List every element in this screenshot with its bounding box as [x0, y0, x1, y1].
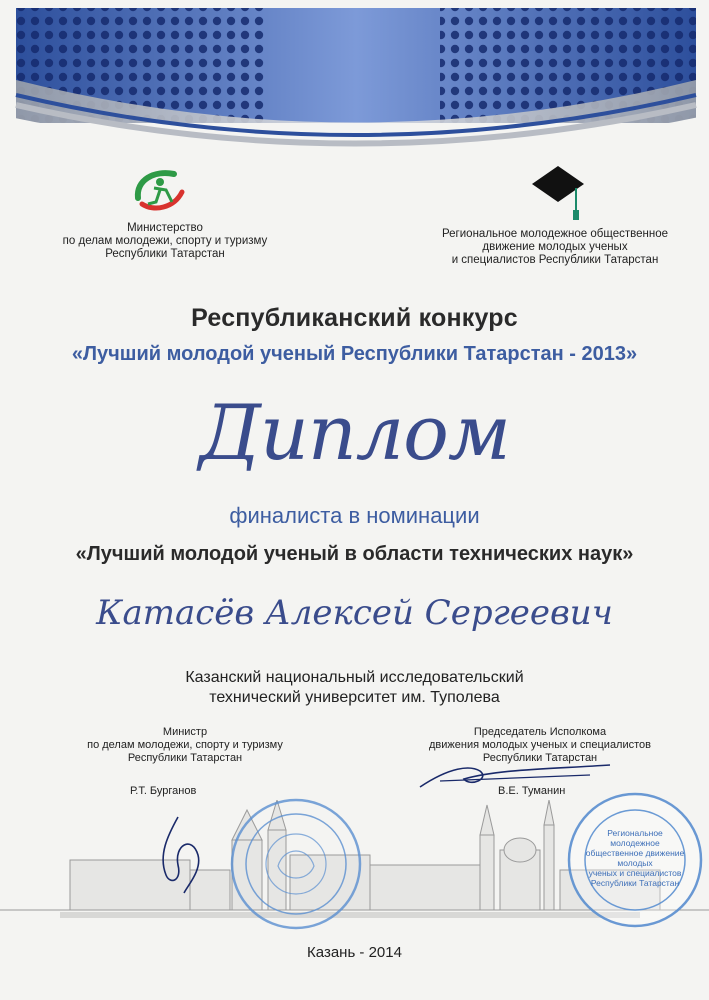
- stamp-line: Республики Татарстан: [590, 878, 680, 888]
- stamp-line: ученых и специалистов: [588, 868, 682, 878]
- left-signer-name: Р.Т. Бурганов: [130, 785, 197, 797]
- stamp-line: Региональное: [607, 828, 663, 838]
- movement-name-line: движение молодых ученых: [482, 241, 628, 253]
- movement-name-line: и специалистов Республики Татарстан: [451, 254, 659, 266]
- signatory-title-line: Председатель Исполкома: [473, 726, 607, 738]
- movement-name-line: Региональное молодежное общественное: [442, 228, 668, 240]
- signatory-title-line: движения молодых ученых и специалистов: [428, 739, 651, 751]
- awardee-name: Катасёв Алексей Сергеевич: [96, 593, 613, 633]
- university-line: Казанский национальный исследовательский: [185, 669, 524, 686]
- ministry-seal-stamp: [228, 796, 364, 932]
- stamp-line: молодых: [617, 858, 653, 868]
- movement-name: [410, 228, 700, 267]
- contest-title: Республиканский конкурс: [191, 304, 518, 332]
- signatory-title-line: по делам молодежи, спорту и туризму: [87, 739, 283, 751]
- signatory-title-line: Министр: [162, 726, 208, 738]
- signatory-title-line: Республики Татарстан: [482, 752, 598, 764]
- graduation-cap-logo: [528, 160, 588, 226]
- left-signatory-title: [60, 726, 310, 765]
- ministry-name-line: по делам молодежи, спорту и туризму: [62, 235, 268, 247]
- ministry-name: [60, 222, 270, 261]
- signatory-title-line: Республики Татарстан: [127, 752, 243, 764]
- stamp-line: общественное движение: [585, 848, 685, 858]
- ministry-name-line: Республики Татарстан: [105, 248, 225, 260]
- university-line: технический университет им. Туполева: [209, 689, 500, 706]
- finalist-line: финалиста в номинации: [229, 503, 480, 528]
- stamp-line: молодежное: [610, 838, 660, 848]
- city-date: Казань - 2014: [307, 944, 402, 961]
- ministry-name-line: Министерство: [127, 222, 203, 234]
- diploma-heading: Диплом: [199, 388, 510, 477]
- ministry-logo: [130, 168, 190, 214]
- nomination-title: «Лучший молодой ученый в области технических наук»: [75, 543, 634, 565]
- right-signer-name: В.Е. Туманин: [498, 785, 566, 797]
- university-name: [0, 668, 709, 708]
- movement-seal-stamp: [565, 790, 705, 930]
- left-handwritten-signature: [148, 815, 218, 895]
- header-banner: [0, 0, 709, 175]
- contest-name: «Лучший молодой ученый Республики Татарстан - 2013»: [71, 343, 638, 365]
